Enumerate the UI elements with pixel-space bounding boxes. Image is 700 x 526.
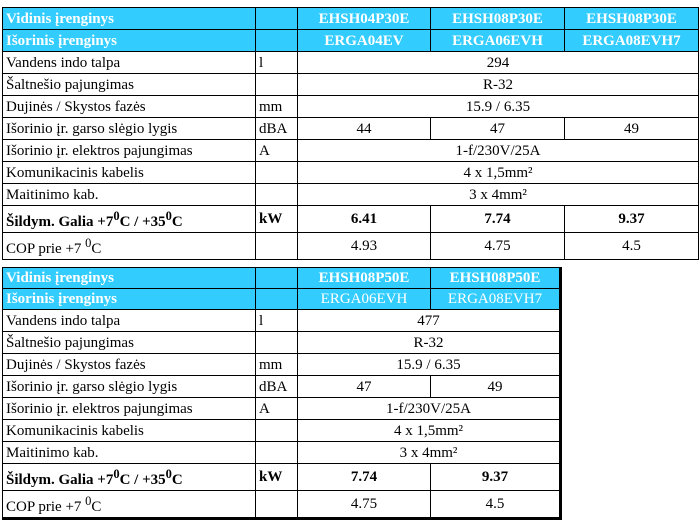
row-label: Išorinio įr. elektros pajungimas bbox=[3, 140, 256, 162]
table-row bbox=[3, 442, 561, 464]
header-row-outdoor bbox=[3, 289, 561, 310]
row-value: 4.93 bbox=[298, 233, 431, 260]
row-label: Šildym. Galia $+7^0C / +35^0C$ bbox=[3, 206, 256, 233]
outdoor-model-2: ERGA06EVH bbox=[431, 30, 565, 52]
row-value: 15.9 / 6.35 bbox=[298, 354, 561, 376]
outdoor-model-1: ERGA04EV bbox=[298, 30, 431, 52]
row-unit: A bbox=[256, 398, 298, 420]
row-value: 4 x 1,5mm² bbox=[298, 420, 561, 442]
row-label: Maitinimo kab. bbox=[3, 442, 256, 464]
row-value: 47 bbox=[431, 118, 565, 140]
row-unit bbox=[256, 442, 298, 464]
indoor-model-2: EHSH08P30E bbox=[431, 8, 565, 30]
row-unit bbox=[256, 184, 298, 206]
spec-table-2 bbox=[2, 267, 562, 520]
row-value: 15.9 / 6.35 bbox=[298, 96, 699, 118]
indoor-model-2: EHSH08P50E bbox=[431, 268, 561, 289]
row-unit: l bbox=[256, 52, 298, 74]
table-row-heating-power bbox=[3, 206, 699, 233]
table-row bbox=[3, 74, 699, 96]
row-value: 7.74 bbox=[431, 206, 565, 233]
row-unit: mm bbox=[256, 96, 298, 118]
header-unit-empty bbox=[256, 8, 298, 30]
outdoor-model-2: ERGA08EVH7 bbox=[431, 289, 561, 310]
row-unit bbox=[256, 491, 298, 519]
row-value: 4.5 bbox=[431, 491, 561, 519]
row-label: Komunikacinis kabelis bbox=[3, 162, 256, 184]
row-label: COP prie +7 $^0$C bbox=[3, 491, 256, 519]
row-unit: A bbox=[256, 140, 298, 162]
row-label: Dujinės / Skystos fazės bbox=[3, 96, 256, 118]
header-unit-empty bbox=[256, 289, 298, 310]
row-unit bbox=[256, 162, 298, 184]
header-label-outdoor: Išorinis įrenginys bbox=[3, 30, 256, 52]
table-row bbox=[3, 332, 561, 354]
row-value: 47 bbox=[298, 376, 431, 398]
row-value: 49 bbox=[431, 376, 561, 398]
spec-table-1 bbox=[2, 7, 699, 260]
header-row-indoor bbox=[3, 8, 699, 30]
row-value: 4.75 bbox=[431, 233, 565, 260]
row-label: Šildym. Galia $+7^0C / +35^0C$ bbox=[3, 464, 256, 491]
row-value: 4 x 1,5mm² bbox=[298, 162, 699, 184]
row-value: 3 x 4mm² bbox=[298, 442, 561, 464]
row-value: 9.37 bbox=[431, 464, 561, 491]
row-unit bbox=[256, 74, 298, 96]
row-unit: l bbox=[256, 310, 298, 332]
indoor-model-1: EHSH08P50E bbox=[298, 268, 431, 289]
row-unit bbox=[256, 233, 298, 260]
table-row bbox=[3, 52, 699, 74]
table-row bbox=[3, 162, 699, 184]
row-unit: dBA bbox=[256, 376, 298, 398]
row-value: R-32 bbox=[298, 74, 699, 96]
row-value: 7.74 bbox=[298, 464, 431, 491]
outdoor-model-3: ERGA08EVH7 bbox=[565, 30, 699, 52]
table-row-heating-power bbox=[3, 464, 561, 491]
row-unit bbox=[256, 420, 298, 442]
row-label: Išorinio įr. garso slėgio lygis bbox=[3, 118, 256, 140]
table-row-cop bbox=[3, 491, 561, 519]
row-value: 49 bbox=[565, 118, 699, 140]
row-label: Išorinio įr. garso slėgio lygis bbox=[3, 376, 256, 398]
row-value: R-32 bbox=[298, 332, 561, 354]
row-label: Maitinimo kab. bbox=[3, 184, 256, 206]
row-unit: dBA bbox=[256, 118, 298, 140]
row-value: 3 x 4mm² bbox=[298, 184, 699, 206]
table-row bbox=[3, 96, 699, 118]
row-unit: mm bbox=[256, 354, 298, 376]
row-label: Išorinio įr. elektros pajungimas bbox=[3, 398, 256, 420]
row-label: Vandens indo talpa bbox=[3, 52, 256, 74]
row-label: COP prie +7 $^0$C bbox=[3, 233, 256, 260]
row-value: 4.5 bbox=[565, 233, 699, 260]
table-row bbox=[3, 376, 561, 398]
row-value: 294 bbox=[298, 52, 699, 74]
row-unit bbox=[256, 332, 298, 354]
row-unit: kW bbox=[256, 464, 298, 491]
header-label-outdoor: Išorinis įrenginys bbox=[3, 289, 256, 310]
header-row-indoor bbox=[3, 268, 561, 289]
row-label: Šaltnešio pajungimas bbox=[3, 332, 256, 354]
header-row-outdoor bbox=[3, 30, 699, 52]
row-value: 1-f/230V/25A bbox=[298, 398, 561, 420]
table-row bbox=[3, 310, 561, 332]
table-row bbox=[3, 118, 699, 140]
header-label-indoor: Vidinis įrenginys bbox=[3, 268, 256, 289]
table-row bbox=[3, 420, 561, 442]
row-label: Šaltnešio pajungimas bbox=[3, 74, 256, 96]
row-value: 4.75 bbox=[298, 491, 431, 519]
table-row bbox=[3, 398, 561, 420]
row-label: Vandens indo talpa bbox=[3, 310, 256, 332]
table-row bbox=[3, 354, 561, 376]
header-label-indoor: Vidinis įrenginys bbox=[3, 8, 256, 30]
row-value: 9.37 bbox=[565, 206, 699, 233]
row-value: 6.41 bbox=[298, 206, 431, 233]
row-value: 44 bbox=[298, 118, 431, 140]
header-unit-empty bbox=[256, 30, 298, 52]
table-row bbox=[3, 184, 699, 206]
row-value: 1-f/230V/25A bbox=[298, 140, 699, 162]
indoor-model-3: EHSH08P30E bbox=[565, 8, 699, 30]
table-row-cop bbox=[3, 233, 699, 260]
outdoor-model-1: ERGA06EVH bbox=[298, 289, 431, 310]
header-unit-empty bbox=[256, 268, 298, 289]
table-row bbox=[3, 140, 699, 162]
row-label: Dujinės / Skystos fazės bbox=[3, 354, 256, 376]
row-unit: kW bbox=[256, 206, 298, 233]
row-label: Komunikacinis kabelis bbox=[3, 420, 256, 442]
row-value: 477 bbox=[298, 310, 561, 332]
indoor-model-1: EHSH04P30E bbox=[298, 8, 431, 30]
